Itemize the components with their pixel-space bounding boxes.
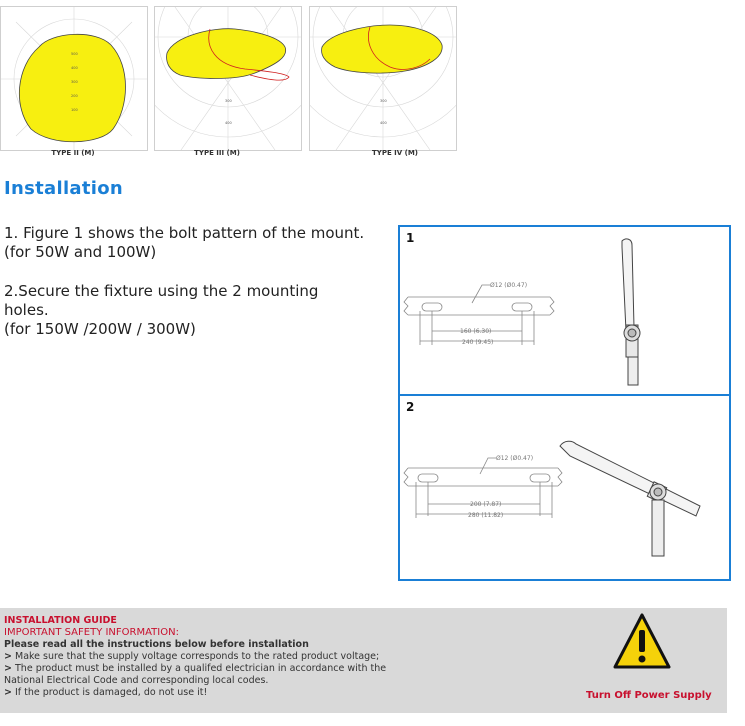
polar-label-type-iv: TYPE IV (M) xyxy=(371,149,419,157)
ring-label: 400 xyxy=(380,121,387,125)
ring-label: 300 xyxy=(380,99,387,103)
guide-line-text: National Electrical Code and corresponding local codes. xyxy=(4,675,269,686)
polar-label-type-iii: TYPE III (M) xyxy=(194,149,240,157)
outer-dimension: 280 (11.82) xyxy=(468,512,504,519)
step-2 xyxy=(4,282,394,339)
ring-label: 400 xyxy=(71,66,78,70)
polar-label-type-ii: TYPE II (M) xyxy=(51,149,95,157)
guide-title: INSTALLATION GUIDE xyxy=(4,615,117,626)
polar-diagram-type-iii xyxy=(154,6,302,151)
guide-line xyxy=(4,651,564,663)
warning-label: Turn Off Power Supply xyxy=(586,690,712,701)
step-2-note: (for 150W /200W / 300W) xyxy=(4,320,196,338)
guide-line xyxy=(4,663,564,675)
polar-diagram-type-ii xyxy=(0,6,148,151)
inner-dimension: 160 (6.30) xyxy=(460,328,492,335)
step-1-text: 1. Figure 1 shows the bolt pattern of the mount. xyxy=(4,224,365,242)
figure-2 xyxy=(398,394,731,581)
figure-1-drawing xyxy=(400,227,729,394)
figure-1-number: 1 xyxy=(406,231,415,245)
ring-label: 300 xyxy=(225,99,232,103)
ring-label: 300 xyxy=(71,80,78,84)
ring-label: 200 xyxy=(71,94,78,98)
guide-line-text: If the product is damaged, do not use it! xyxy=(15,687,208,698)
inner-dimension: 200 (7.87) xyxy=(470,501,502,508)
figure-2-number: 2 xyxy=(406,400,415,414)
ring-label: 100 xyxy=(71,108,78,112)
step-1 xyxy=(4,224,394,262)
guide-subtitle: IMPORTANT SAFETY INFORMATION: xyxy=(4,627,179,638)
ring-label: 500 xyxy=(71,52,78,56)
guide-line xyxy=(4,675,564,687)
hole-dimension: Ø12 (Ø0.47) xyxy=(496,455,534,462)
guide-text xyxy=(4,615,564,699)
installation-steps xyxy=(4,224,394,359)
figure-1 xyxy=(398,225,731,396)
guide-line-text: Make sure that the supply voltage corresponds to the rated product voltage; xyxy=(15,651,380,662)
guide-line xyxy=(4,687,564,699)
bullet-marker: > xyxy=(4,663,12,674)
section-title: Installation xyxy=(4,178,124,199)
step-1-note: (for 50W and 100W) xyxy=(4,243,157,261)
outer-dimension: 240 (9.45) xyxy=(462,339,494,346)
figure-2-drawing xyxy=(400,396,729,579)
hole-dimension: Ø12 (Ø0.47) xyxy=(490,282,528,289)
bullet-marker: > xyxy=(4,651,12,662)
ring-label: 400 xyxy=(225,121,232,125)
bullet-marker: > xyxy=(4,687,12,698)
step-2-text: 2.Secure the fixture using the 2 mounting xyxy=(4,282,319,300)
fixture-side-view xyxy=(622,239,640,385)
fixture-tilted-view xyxy=(560,441,700,556)
guide-lead: Please read all the instructions below before installation xyxy=(4,639,309,650)
polar-diagram-type-iv xyxy=(309,6,457,151)
warning-triangle-icon xyxy=(612,612,672,672)
step-2-text-cont: holes. xyxy=(4,301,49,319)
guide-line-text: The product must be installed by a qualifed electrician in accordance with the xyxy=(15,663,387,674)
